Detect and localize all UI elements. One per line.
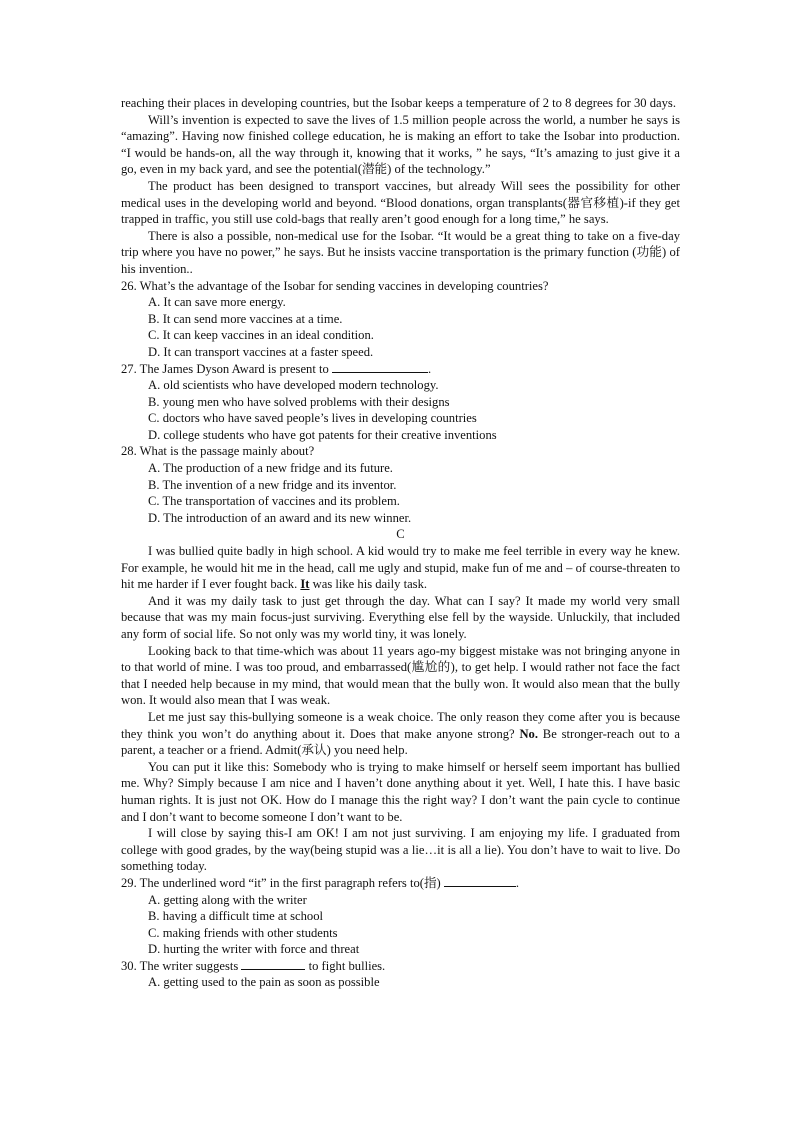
passage-c-heading: C bbox=[396, 527, 405, 542]
question-28-option-c: C. The transportation of vaccines and its problem. bbox=[148, 494, 400, 509]
passage-b-paragraph: reaching their places in developing countries, but the Isobar keeps a temperature of 2 to 8 degrees for 30 days. bbox=[121, 96, 676, 110]
answer-blank bbox=[241, 958, 305, 970]
question-30-stem bbox=[121, 958, 680, 975]
question-28-option-b: B. The invention of a new fridge and its inventor. bbox=[148, 477, 397, 492]
question-29-option-c: C. making friends with other students bbox=[148, 925, 338, 940]
passage-b-paragraph: The product has been designed to transport vaccines, but already Will sees the possibility for other medical uses in the developing world and beyond. “Blood donations, organ transplants(器官移植)-if they get trapped in traffic, you still use cold-bags that really aren’t good enough for a long time,” he says. bbox=[121, 178, 680, 227]
question-27-stem-end: . bbox=[427, 361, 432, 376]
passage-c-text: was like his daily task. bbox=[309, 577, 428, 592]
question-26-option-b: B. It can send more vaccines at a time. bbox=[148, 311, 343, 326]
answer-blank bbox=[444, 875, 516, 887]
bold-word: No. bbox=[519, 726, 538, 741]
question-27-stem bbox=[121, 361, 680, 378]
passage-c-paragraph bbox=[121, 709, 680, 759]
question-29-stem-end: . bbox=[515, 875, 520, 890]
passage-c-text: Let me just say this-bullying someone is a weak choice. The only reason they come after you is because they think you won’t do anything about it. Does that make anyone strong? bbox=[121, 709, 680, 741]
question-30-option-a: A. getting used to the pain as soon as possible bbox=[148, 975, 380, 990]
question-30-stem-text: 30. The writer suggests bbox=[121, 958, 242, 973]
passage-c-paragraph bbox=[121, 543, 680, 593]
question-27-option-d: D. college students who have got patents for their creative inventions bbox=[148, 427, 497, 442]
exam-page bbox=[121, 95, 680, 991]
passage-c-text: I was bullied quite badly in high school. A kid would try to make me feel terrible in every way he knew. For example, he would hit me in the head, call me ugly and stupid, make fun of me and – of course-threaten to hit me harder if I ever fought back. bbox=[121, 544, 680, 592]
underlined-word: It bbox=[300, 577, 310, 592]
passage-c-paragraph: You can put it like this: Somebody who is trying to make himself or herself seem important has bullied me. Why? Simply because I am nice and I haven’t done anything about it yet. Well, I hate this. I have basic human rights. It is just not OK. How do I manage this the right way? I don’t want the pain cycle to continue and I don’t want to become someone I don’t want to be. bbox=[121, 759, 680, 824]
question-29-option-b: B. having a difficult time at school bbox=[148, 909, 323, 924]
question-26-option-c: C. It can keep vaccines in an ideal condition. bbox=[148, 328, 374, 343]
passage-c-paragraph: Looking back to that time-which was about 11 years ago-my biggest mistake was not bringing anyone in to that world of mine. I was too proud, and embarrassed(尴尬的), to get help. I would rather not face the fact that I needed help because in my mind, that would mean that the bully won. It would also mean that the bully won. It would also mean that I was weak. bbox=[121, 643, 680, 708]
question-29-option-a: A. getting along with the writer bbox=[148, 892, 307, 907]
question-29-option-d: D. hurting the writer with force and threat bbox=[148, 942, 360, 957]
question-28-stem: 28. What is the passage mainly about? bbox=[121, 444, 315, 459]
passage-c-paragraph: I will close by saying this-I am OK! I am not just surviving. I am enjoying my life. I graduated from college with good grades, by the way(being stupid was a lie…it is all a lie). You don’t have to wait to live. Do something today. bbox=[121, 826, 680, 874]
question-29-stem-text: 29. The underlined word “it” in the first paragraph refers to(指) bbox=[121, 875, 444, 890]
question-28-option-a: A. The production of a new fridge and its future. bbox=[148, 461, 393, 476]
question-28-option-d: D. The introduction of an award and its new winner. bbox=[148, 510, 412, 525]
passage-c-paragraph: And it was my daily task to just get through the day. What can I say? It made my world very small because that was my main focus-just surviving. Everything else fell by the wayside. Unluckily, that included any form of social life. So not only was my world tiny, it was lonely. bbox=[121, 593, 680, 641]
question-26-option-d: D. It can transport vaccines at a faster speed. bbox=[148, 344, 374, 359]
question-27-option-b: B. young men who have solved problems with their designs bbox=[148, 394, 450, 409]
question-30-stem-end: to fight bullies. bbox=[305, 958, 386, 973]
question-27-option-c: C. doctors who have saved people’s lives in developing countries bbox=[148, 411, 477, 426]
question-27-stem-text: 27. The James Dyson Award is present to bbox=[121, 361, 332, 376]
question-26-option-a: A. It can save more energy. bbox=[148, 295, 286, 310]
question-26-stem: 26. What’s the advantage of the Isobar for sending vaccines in developing countries? bbox=[121, 278, 549, 293]
question-29-stem bbox=[121, 875, 680, 892]
passage-c-text: Be stronger-reach out to a parent, a teacher or a friend. Admit(承认) you need help. bbox=[121, 726, 680, 758]
passage-b-paragraph: Will’s invention is expected to save the lives of 1.5 million people across the world, a number he says is “amazing”. Having now finished college education, he is making an effort to take the Isobar into production. “I would be hands-on, all the way through it, knowing that it works, ” he says, “It’s amazing to just give it a go, even in my back yard, and see the potential(潜能) of the technology.” bbox=[121, 112, 680, 177]
passage-b-paragraph: There is also a possible, non-medical use for the Isobar. “It would be a great thing to take on a five-day trip where you have no power,” he says. But he insists vaccine transportation is the primary function (功能) of his invention.. bbox=[121, 228, 680, 276]
question-27-option-a: A. old scientists who have developed modern technology. bbox=[148, 378, 439, 393]
answer-blank bbox=[332, 361, 428, 373]
